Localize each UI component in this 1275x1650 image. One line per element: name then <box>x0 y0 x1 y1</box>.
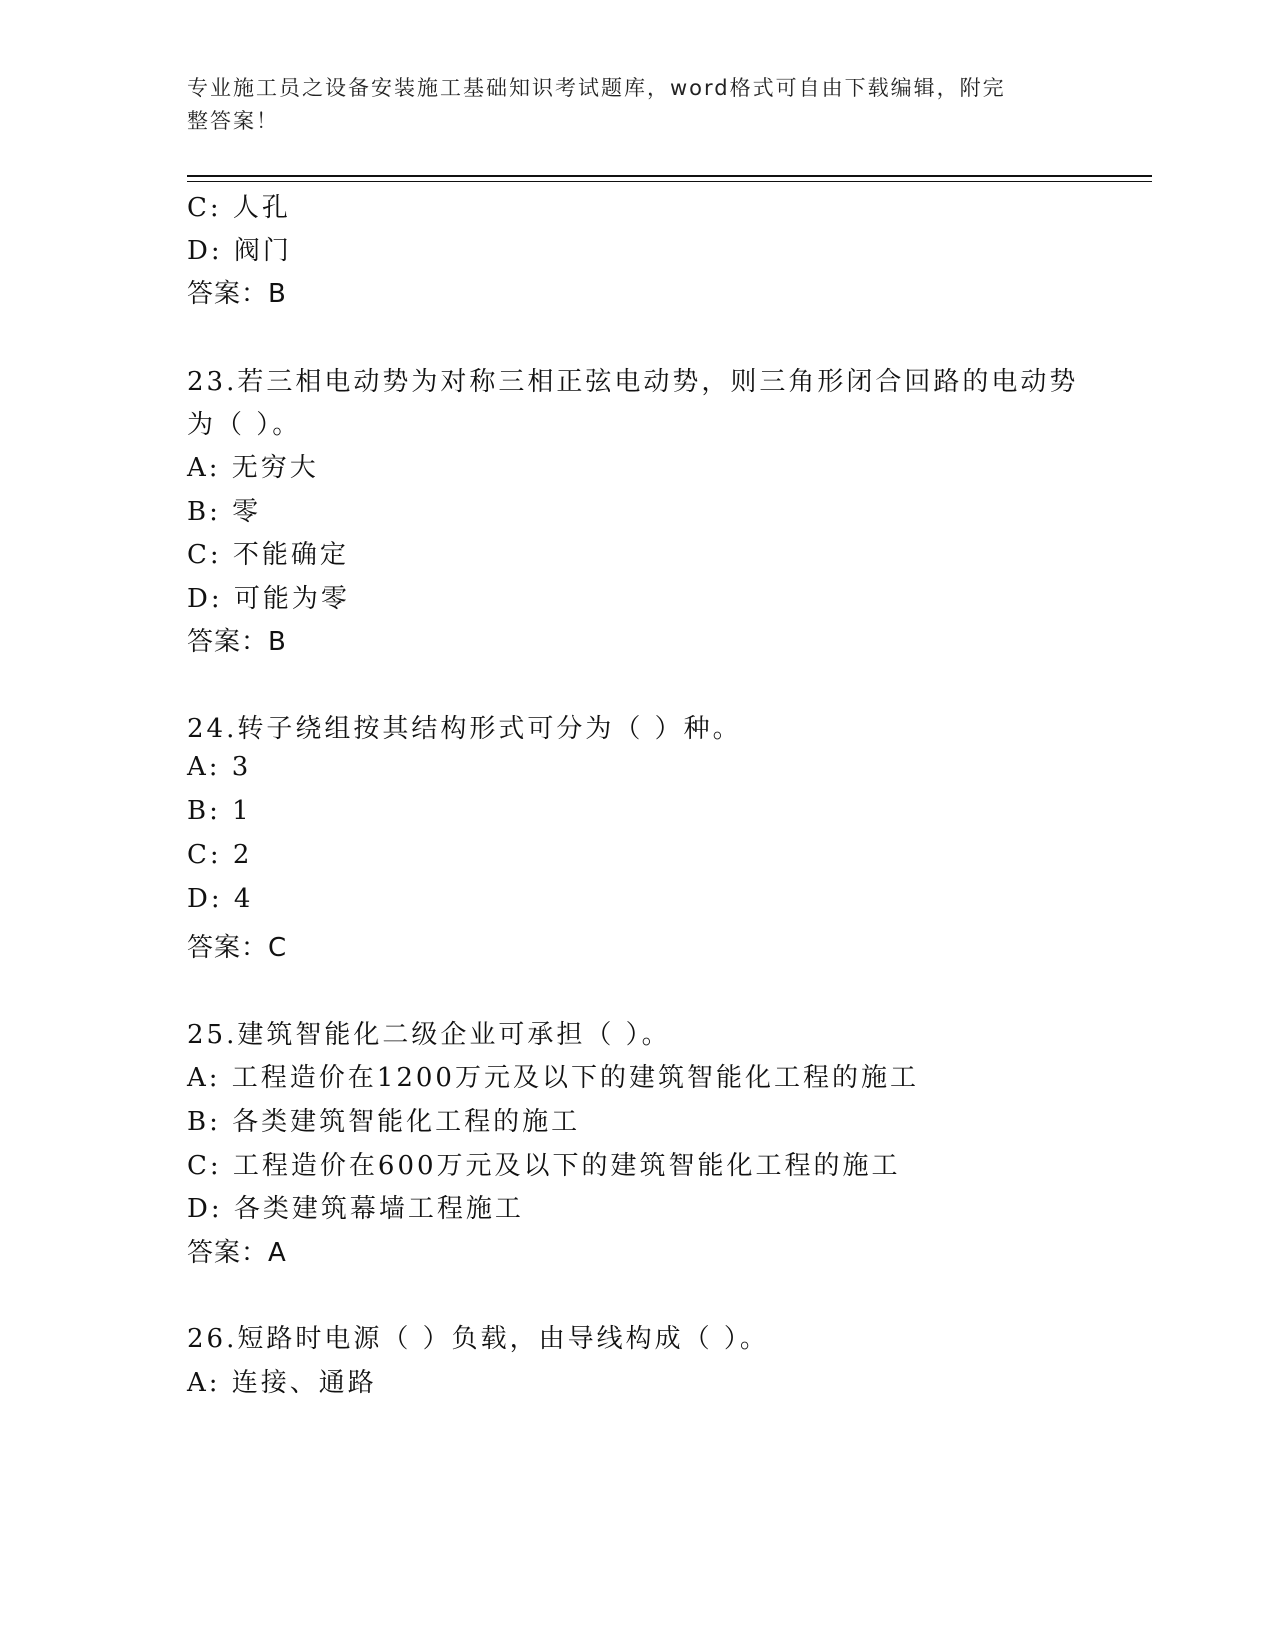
q23-option-c: C: 不能确定 <box>187 540 349 570</box>
header-divider-thick <box>187 175 1152 177</box>
q24-option-d: D: 4 <box>187 884 254 914</box>
q25-option-c: C: 工程造价在600万元及以下的建筑智能化工程的施工 <box>187 1151 901 1181</box>
q24-stem: 24.转子绕组按其结构形式可分为（ ）种。 <box>187 714 742 744</box>
q23-option-a: A: 无穷大 <box>187 453 319 483</box>
header-line-1: 专业施工员之设备安装施工基础知识考试题库，word格式可自由下载编辑，附完 <box>187 76 1006 100</box>
header-line-2: 整答案！ <box>187 109 279 133</box>
q23-answer: 答案：B <box>187 627 287 657</box>
q25-option-d: D: 各类建筑幕墙工程施工 <box>187 1194 524 1224</box>
q24-option-c: C: 2 <box>187 840 253 870</box>
header-divider-thin <box>187 181 1152 182</box>
q24-option-b: B: 1 <box>187 796 252 826</box>
document-header <box>187 72 1067 138</box>
q25-option-a: A: 工程造价在1200万元及以下的建筑智能化工程的施工 <box>187 1063 919 1093</box>
q24-answer: 答案：C <box>187 933 288 963</box>
q23-option-b: B: 零 <box>187 497 262 527</box>
q22-answer: 答案：B <box>187 279 287 309</box>
q25-answer: 答案：A <box>187 1238 287 1268</box>
q26-stem: 26.短路时电源（ ）负载，由导线构成（ ）。 <box>187 1324 769 1354</box>
q23-option-d: D: 可能为零 <box>187 584 350 614</box>
q22-option-d: D: 阀门 <box>187 236 292 266</box>
q22-option-c: C: 人孔 <box>187 193 291 223</box>
q23-stem-line-1: 23.若三相电动势为对称三相正弦电动势，则三角形闭合回路的电动势 <box>187 367 1079 397</box>
q23-stem-line-2: 为（ ）。 <box>187 410 302 440</box>
q24-option-a: A: 3 <box>187 752 252 782</box>
q25-stem: 25.建筑智能化二级企业可承担（ ）。 <box>187 1020 671 1050</box>
q26-option-a: A: 连接、通路 <box>187 1368 377 1398</box>
q25-option-b: B: 各类建筑智能化工程的施工 <box>187 1107 581 1137</box>
